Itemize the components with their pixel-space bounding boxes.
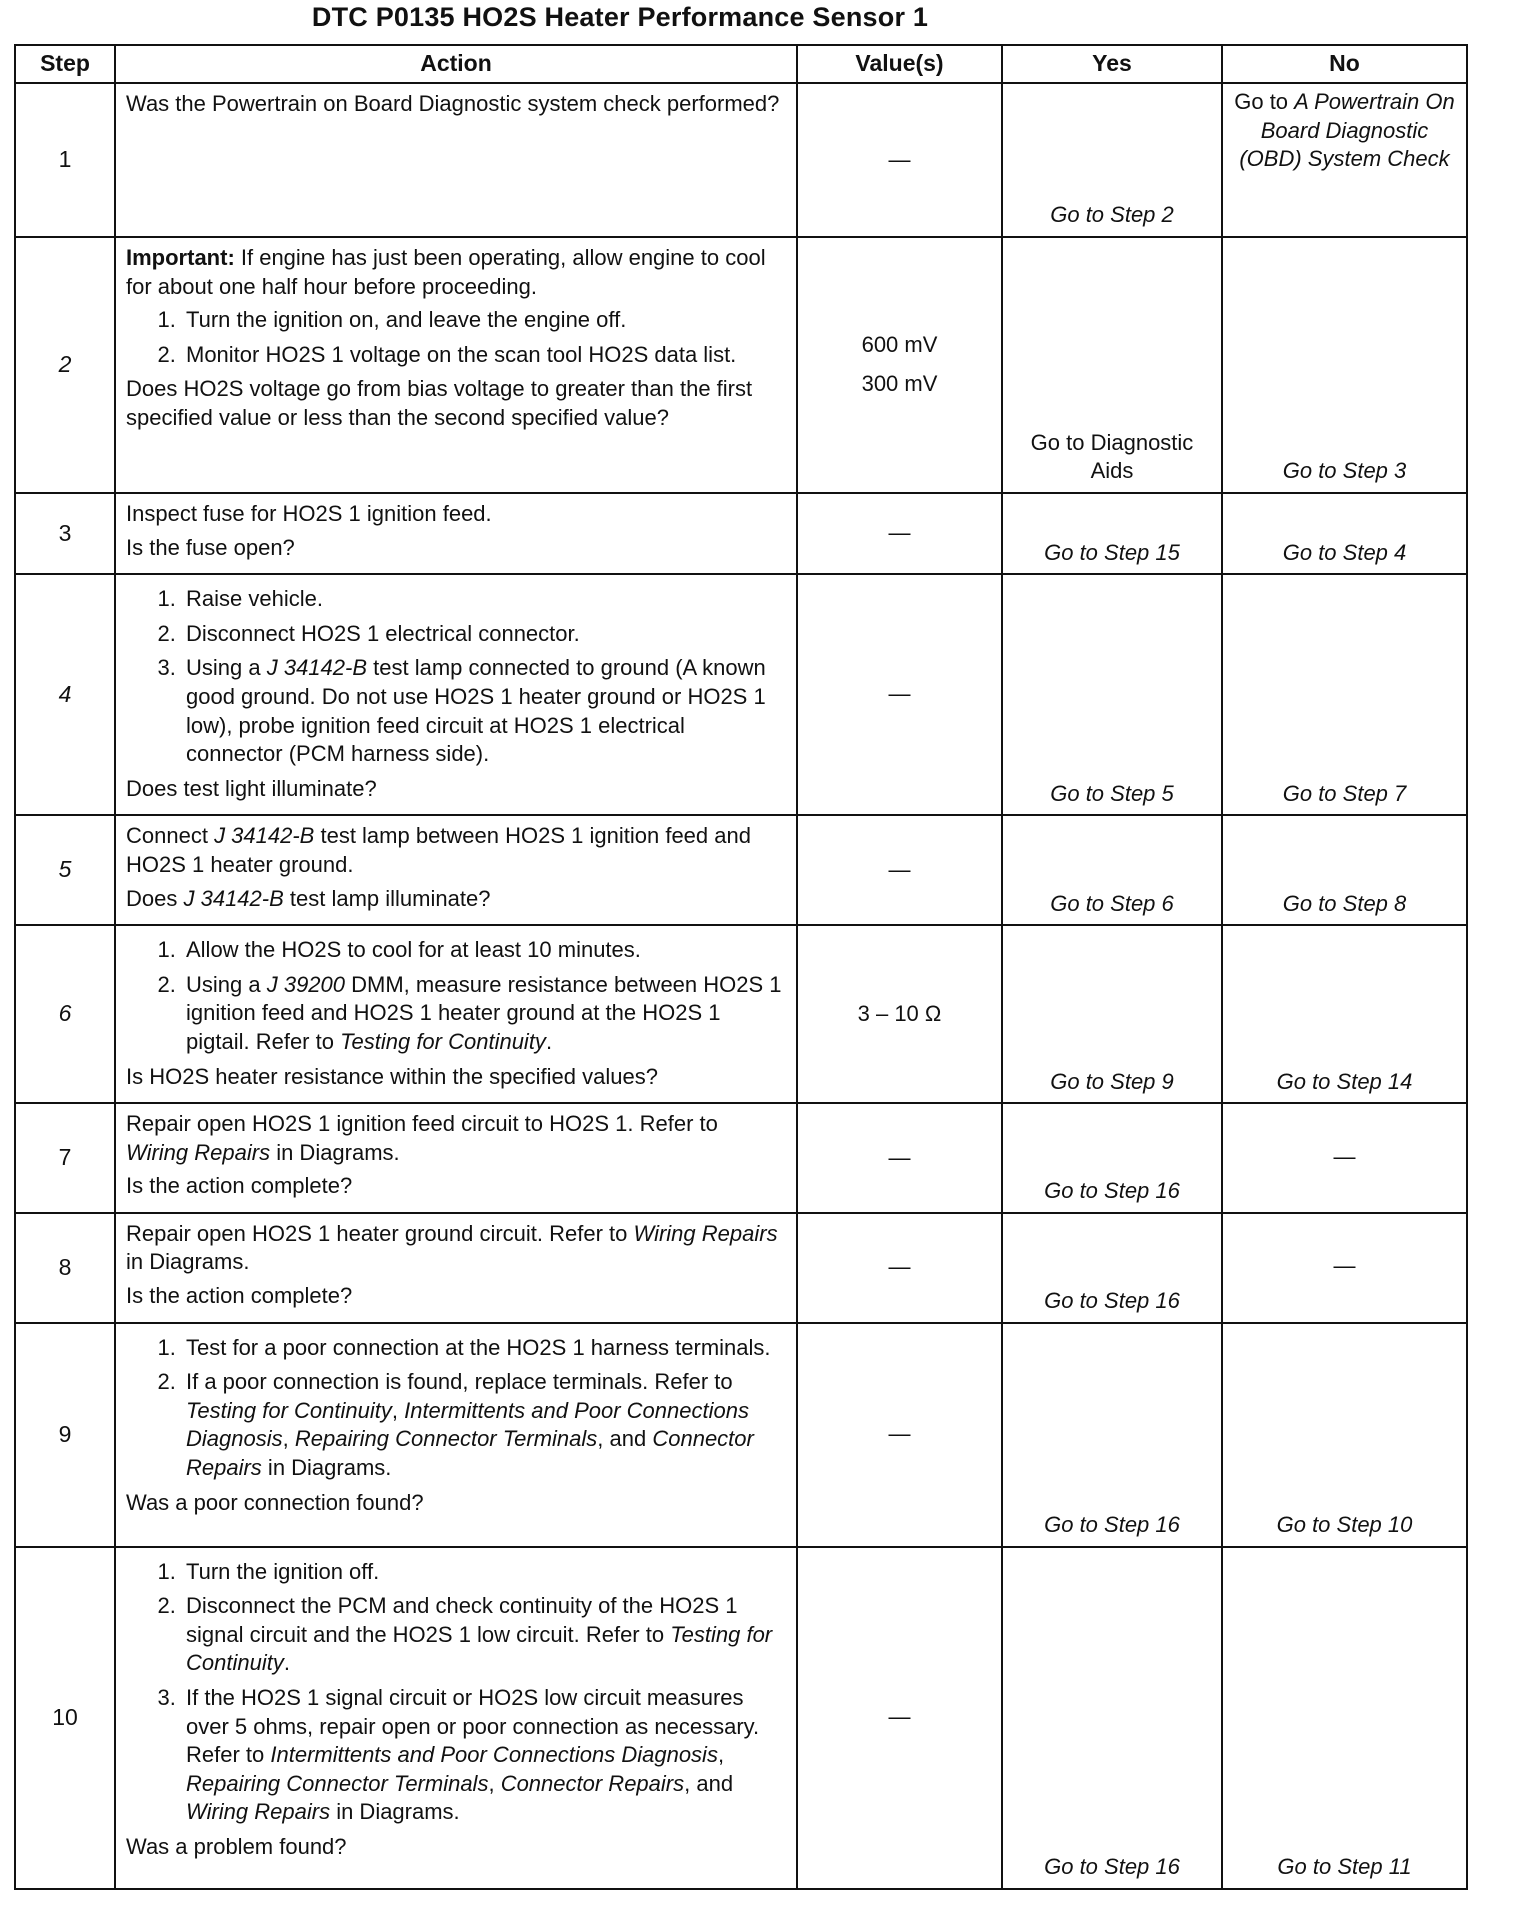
value-cell: — <box>797 1547 1002 1889</box>
text-fragment: in Diagrams. <box>330 1799 460 1825</box>
text-fragment: Using a <box>186 655 267 681</box>
value-cell: — <box>797 493 1002 574</box>
question-text: Was the Powertrain on Board Diagnostic system check performed? <box>126 91 780 116</box>
yes-cell: Go to Diagnostic Aids <box>1002 237 1222 493</box>
step-list <box>126 936 786 1056</box>
action-cell <box>115 815 797 925</box>
table-row <box>15 237 1467 493</box>
text-fragment: Using a <box>186 971 267 997</box>
text-fragment: . <box>283 1650 290 1676</box>
text-fragment: Repair open HO2S 1 ignition feed circuit to HO2S 1. Refer to <box>126 1111 718 1137</box>
important-text: If engine has just been operating, allow engine to cool for about one half hour before proceeding. <box>126 245 766 299</box>
list-item <box>182 1368 786 1482</box>
yes-cell: Go to Step 16 <box>1002 1323 1222 1547</box>
yes-cell: Go to Step 2 <box>1002 83 1222 237</box>
header-no: No <box>1222 45 1467 83</box>
reference: Testing for Continuity <box>340 1028 546 1054</box>
action-text <box>126 1110 786 1167</box>
question-text: Was a poor connection found? <box>126 1489 424 1515</box>
reference: Connector Repairs <box>500 1770 685 1796</box>
value-cell: 3 – 10 Ω <box>797 925 1002 1103</box>
question-text: Does HO2S voltage go from bias voltage to greater than the first specified value or less than the second specified value? <box>126 376 753 430</box>
value-cell: — <box>797 1323 1002 1547</box>
no-cell: Go to Step 14 <box>1222 925 1467 1103</box>
text-fragment: . <box>545 1028 553 1054</box>
table-row <box>15 493 1467 574</box>
question-text: Does test light illuminate? <box>126 775 377 801</box>
table-row <box>15 83 1467 237</box>
action-cell <box>115 574 797 815</box>
text-fragment: If a poor connection is found, replace terminals. Refer to <box>186 1369 733 1395</box>
text-fragment: Does <box>126 885 184 911</box>
step-number: 2 <box>15 237 115 493</box>
table-row <box>15 574 1467 815</box>
reference: Repairing Connector Terminals <box>186 1770 489 1796</box>
reference: Intermittents and Poor Connections Diagnosis <box>186 1397 749 1452</box>
no-cell: Go to Step 3 <box>1222 237 1467 493</box>
text-fragment: , and <box>684 1770 734 1796</box>
table-row <box>15 815 1467 925</box>
table-row <box>15 1323 1467 1547</box>
value-cell: — <box>797 83 1002 237</box>
question-text: Is the fuse open? <box>126 534 295 560</box>
no-link: A Powertrain On Board Diagnostic (OBD) System Check <box>1239 89 1455 172</box>
table-row <box>15 925 1467 1103</box>
yes-cell: Go to Step 6 <box>1002 815 1222 925</box>
step-list <box>126 585 786 769</box>
text-fragment: , <box>488 1770 501 1796</box>
step-number: 1 <box>15 83 115 237</box>
no-cell: Go to Step 10 <box>1222 1323 1467 1547</box>
diagnostic-table <box>14 44 1468 1890</box>
reference: Testing for Continuity <box>186 1397 392 1423</box>
important-note <box>126 244 786 301</box>
action-cell <box>115 1323 797 1547</box>
text-fragment: in Diagrams. <box>126 1249 250 1275</box>
text-fragment: Disconnect the PCM and check continuity of the HO2S 1 signal circuit and the HO2S 1 low circuit. Refer to <box>186 1593 738 1647</box>
list-item: 2. Disconnect HO2S 1 electrical connector. <box>182 620 786 649</box>
text-fragment: , <box>391 1397 405 1423</box>
value-cell: — <box>797 1103 1002 1213</box>
reference: Connector Repairs <box>186 1426 754 1481</box>
step-list <box>126 1334 786 1483</box>
reference: Testing for Continuity <box>186 1621 773 1676</box>
action-cell <box>115 925 797 1103</box>
text-fragment: Repair open HO2S 1 heater ground circuit. Refer to <box>126 1220 634 1246</box>
action-cell <box>115 493 797 574</box>
value-cell: — <box>797 1213 1002 1323</box>
text-fragment: If the HO2S 1 signal circuit or HO2S low circuit measures over 5 ohms, repair open or poor connection as necessary. Refer to <box>186 1685 760 1768</box>
text-fragment: DMM, measure resistance between HO2S 1 ignition feed and HO2S 1 heater ground at the HO2S 1 pigtail. Refer to <box>186 971 782 1054</box>
step-number: 10 <box>15 1547 115 1889</box>
table-row <box>15 1213 1467 1323</box>
action-text <box>126 822 786 879</box>
action-text <box>126 1220 786 1277</box>
list-item <box>182 1592 786 1678</box>
text-fragment: , <box>717 1742 725 1768</box>
header-step: Step <box>15 45 115 83</box>
list-item: 2. Monitor HO2S 1 voltage on the scan tool HO2S data list. <box>182 341 786 370</box>
yes-cell: Go to Step 15 <box>1002 493 1222 574</box>
step-number: 5 <box>15 815 115 925</box>
no-cell: Go to Step 11 <box>1222 1547 1467 1889</box>
list-item: 1. Turn the ignition off. <box>182 1558 786 1587</box>
question-text: Is the action complete? <box>126 1173 353 1199</box>
action-cell <box>115 1103 797 1213</box>
header-row <box>15 45 1467 83</box>
question-text <box>126 885 786 914</box>
question-text: Is the action complete? <box>126 1283 353 1309</box>
step-list <box>126 306 786 369</box>
list-item: 1. Allow the HO2S to cool for at least 10 minutes. <box>182 936 786 965</box>
step-number: 3 <box>15 493 115 574</box>
value-cell: — <box>797 815 1002 925</box>
tool-name: J 34142-B <box>183 885 284 911</box>
action-cell <box>115 237 797 493</box>
action-cell <box>115 83 797 237</box>
list-item <box>182 971 786 1057</box>
tool-name: J 39200 <box>266 971 346 997</box>
list-item: 1. Raise vehicle. <box>182 585 786 614</box>
step-number: 8 <box>15 1213 115 1323</box>
text-fragment: test lamp connected to ground (A known good ground. Do not use HO2S 1 heater ground or HO2S 1 low), probe ignition feed circuit at HO2S 1 electrical connector (PCM harness side). <box>186 655 766 767</box>
text-fragment: test lamp between HO2S 1 ignition feed and HO2S 1 heater ground. <box>126 823 751 877</box>
no-cell: Go to Step 7 <box>1222 574 1467 815</box>
no-cell: Go to Step 4 <box>1222 493 1467 574</box>
action-cell <box>115 1213 797 1323</box>
yes-cell: Go to Step 9 <box>1002 925 1222 1103</box>
no-cell <box>1222 83 1467 237</box>
reference: Wiring Repairs <box>633 1220 778 1246</box>
text-fragment: in Diagrams. <box>270 1139 400 1165</box>
reference: Wiring Repairs <box>186 1799 331 1825</box>
yes-cell: Go to Step 16 <box>1002 1547 1222 1889</box>
step-list <box>126 1558 786 1827</box>
question-text: Is HO2S heater resistance within the specified values? <box>126 1063 658 1089</box>
table-row <box>15 1547 1467 1889</box>
important-label: Important: <box>126 245 235 270</box>
step-number: 6 <box>15 925 115 1103</box>
action-text: Inspect fuse for HO2S 1 ignition feed. <box>126 501 492 526</box>
reference: Intermittents and Poor Connections Diagnosis <box>270 1742 718 1768</box>
value-cell: — <box>797 574 1002 815</box>
tool-name: J 34142-B <box>266 655 368 681</box>
step-number: 7 <box>15 1103 115 1213</box>
list-item: 1. Test for a poor connection at the HO2S 1 harness terminals. <box>182 1334 786 1363</box>
no-cell: — <box>1222 1103 1467 1213</box>
text-fragment: , <box>282 1426 295 1452</box>
header-yes: Yes <box>1002 45 1222 83</box>
value-2: 300 mV <box>861 371 938 396</box>
step-number: 4 <box>15 574 115 815</box>
value-cell <box>797 237 1002 493</box>
reference: Wiring Repairs <box>126 1139 271 1165</box>
header-values: Value(s) <box>797 45 1002 83</box>
action-cell <box>115 1547 797 1889</box>
yes-cell: Go to Step 5 <box>1002 574 1222 815</box>
no-cell: Go to Step 8 <box>1222 815 1467 925</box>
text-fragment: test lamp illuminate? <box>283 885 491 911</box>
text-fragment: in Diagrams. <box>261 1455 392 1481</box>
value-1: 600 mV <box>861 332 938 358</box>
step-number: 9 <box>15 1323 115 1547</box>
reference: Repairing Connector Terminals <box>294 1426 598 1452</box>
page-title: DTC P0135 HO2S Heater Performance Sensor 1 <box>311 2 929 32</box>
text-fragment: , and <box>597 1426 653 1452</box>
question-text: Was a problem found? <box>126 1834 347 1859</box>
header-action: Action <box>115 45 797 83</box>
no-text: Go to <box>1234 89 1295 114</box>
yes-cell: Go to Step 16 <box>1002 1213 1222 1323</box>
text-fragment: Connect <box>126 823 215 849</box>
list-item: 1. Turn the ignition on, and leave the engine off. <box>182 306 786 335</box>
list-item <box>182 1684 786 1827</box>
yes-cell: Go to Step 16 <box>1002 1103 1222 1213</box>
tool-name: J 34142-B <box>214 823 315 849</box>
no-cell: — <box>1222 1213 1467 1323</box>
table-row <box>15 1103 1467 1213</box>
list-item <box>182 654 786 768</box>
